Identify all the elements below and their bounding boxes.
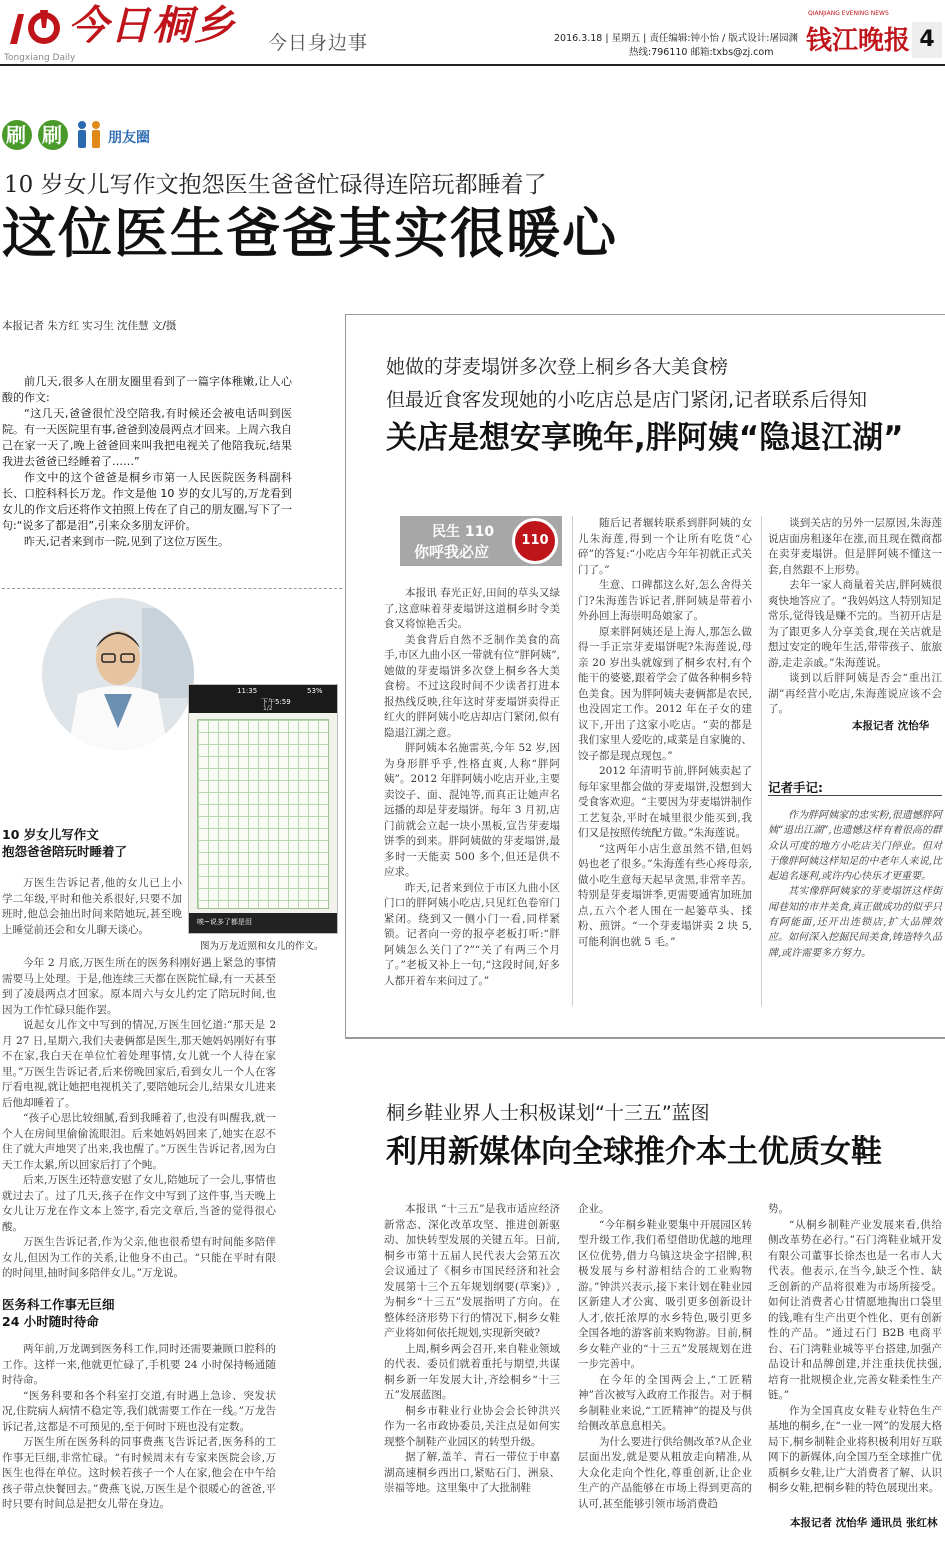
story3-para: 作为全国真皮女鞋专业特色生产基地的桐乡,在“一业一网”的发展大格局下,桐乡制鞋企业将积极利用好互联网下的新媒体,向全国乃至全球推广优质桐乡女鞋,让广大消费者了解、认识桐乡女鞋,把桐乡鞋的特色展现出来。	[768, 1404, 942, 1494]
story3-para: “今年桐乡鞋业要集中开展园区转型升级工作,我们希望借助优越的地理区位优势,借力乌镇这块金字招牌,积极发展与乡村游相结合的工业购物游。”钟洪兴表示,接下来计划在鞋业园区新建人才公寓、吸引更多创新设计人才,依托浓厚的水乡特色,吸引更多全国各地的游客前来购物游。目前,桐乡女鞋产业的“十三五”发展规划在进一步完善中。	[578, 1218, 752, 1370]
story1-para: 万医生告诉记者,作为父亲,他也很希望有时间能多陪伴女儿,但因为工作的关系,让他身不由己。“只能在平时有限的时间里,抽时间多陪伴女儿。”万龙说。	[2, 1236, 276, 1279]
note-para: 其实像胖阿姨家的芽麦塌饼这样街闻巷知的市井美食,真正做成功的似乎只有阿能面,还开出连锁店,扩大品牌效应。如何深入挖掘民间美食,铸造特久品牌,或许需要多方努力。	[768, 886, 942, 959]
story1-body-narrow	[2, 876, 182, 938]
masthead-contact-line: 热线:796110 邮箱:txbs@zj.com	[629, 47, 774, 58]
masthead-section: 今日身边事	[268, 32, 369, 54]
story3-para: 企业。	[578, 1203, 610, 1215]
column-rule	[572, 516, 573, 1006]
story1-para: 万医生所在医务科的同事费燕飞告诉记者,医务科的工作事无巨细,非常忙碌。“有时候周末有专家来医院会诊,万医生也得在单位。这时候若孩子一个人在家,他会在中午给孩子带点快餐回去。”费燕飞说,万医生是个很暖心的爸爸,平时只要有时间总是把女儿带在身边。	[2, 1436, 276, 1510]
masthead	[0, 0, 945, 66]
story3-para: 势。	[768, 1203, 789, 1215]
story1-body	[2, 956, 276, 1282]
story1-para: “孩子心思比较细腻,看到我睡着了,也没有叫醒我,就一个人在房间里偷偷流眼泪。后来她妈妈回来了,她实在忍不住了就大声地哭了出来,我也醒了。”万医生告诉记者,因为白天工作太累,所以回家后打了个盹。	[2, 1112, 276, 1171]
story2-para: 生意、口碑都这么好,怎么舍得关门?朱海莲告诉记者,胖阿姨是带着小外孙回上海崇明岛娘家了。	[578, 579, 752, 622]
story2-para: “这两年小店生意虽然不错,但妈妈也老了很多。”朱海莲有些心疼母亲,做小吃生意每天起早贪黑,非常辛苦。特别是芽麦塌饼季,更需要通宵加班加点,五六个老人围在一起篓草头、揉粉、煎饼。“一个芽麦塌饼卖 2 块 5,可能利润也就 5 毛。”	[578, 842, 752, 948]
story3-title: 利用新媒体向全球推介本土优质女鞋	[386, 1134, 882, 1170]
story1-para: 今年 2 月底,万医生所在的医务科刚好遇上紧急的事情需要马上处理。于是,他连续三天都在医院忙碌,有一天甚至到了凌晨两点才回家。原本周六与女儿约定了陪玩时间,也因为工作忙碌只能作罢。	[2, 957, 276, 1016]
story1-subheading-1	[2, 826, 182, 860]
reporter-note	[768, 808, 942, 961]
badge-char-1: 刷	[6, 123, 26, 147]
note-rule	[768, 795, 942, 796]
story1-title: 这位医生爸爸其实很暖心	[2, 202, 618, 265]
phone-battery: 53%	[307, 687, 323, 695]
story3-para: 桐乡市鞋业行业协会会长钟洪兴作为一名市政协委员,关注点是如何实现整个制鞋产业园区的转型升级。	[384, 1404, 560, 1448]
story1-body-2	[2, 1342, 276, 1513]
story2-col3	[768, 516, 942, 718]
column-rule	[761, 516, 762, 1006]
tag-line-2: 你呼我必应	[414, 543, 490, 561]
story1-para: 后来,万医生还特意安慰了女儿,陪她玩了一会儿,事情也就过去了。过了几天,孩子在作文中写到了这件事,当天晚上女儿让万龙在作文本上签字,看完文章后,当爸的觉得很心酸。	[2, 1174, 276, 1233]
story3-col2	[578, 1202, 752, 1512]
story2-para: 谈到以后胖阿姨是否会“重出江湖”再经营小吃店,朱海莲说应该不会了。	[768, 672, 942, 715]
tag-line-1: 民生 110	[432, 524, 495, 540]
doctor-photo	[42, 598, 194, 750]
story2-para: 昨天,记者来到位于市区九曲小区门口的胖阿姨小吃店,只见红色卷帘门紧闭。绕到又一侧小门一看,同样紧锁。记者向一旁的报亭老板打听:“胖阿姨怎么关门了?”“关了有两三个月了。”老板又补上一句,“这段时间,好多人都开着车来问过了。”	[384, 881, 560, 987]
masthead-logo-title: 今日桐乡	[68, 2, 236, 49]
story1-subheading-1-line: 10 岁女儿写作文	[2, 827, 99, 842]
phone-time: 11:35	[237, 687, 258, 695]
story2-para: 胖阿姨本名施雷英,今年 52 岁,因为身形胖乎乎,性格直爽,人称“胖阿姨”。2012 年胖阿姨小吃店开业,主要卖饺子、面、混饨等,而真正让她声名远播的却是芽麦塌饼。每年 3 月初,店门前就会立起一块小黑板,宣告芽麦塌饼季的到来。胖阿姨做的芽麦塌饼,最多时一天能卖 500 多个,但还是供不应求。	[384, 742, 560, 878]
story2-para: 2012 年清明节前,胖阿姨卖起了每年家里都会做的芽麦塌饼,没想到大受食客欢迎。“主要因为芽麦塌饼制作工艺复杂,平时在城里很少能买到,我们又是按照传统配方做。”朱海莲说。	[578, 765, 752, 839]
story2-para: 原来胖阿姨还是上海人,那怎么做得一手正宗芽麦塌饼呢?朱海莲说,母亲 20 岁出头就嫁到了桐乡农村,有个能干的婆婆,跟着学会了做各种桐乡特色美食。因为胖阿姨夫妻俩都是农民,也没固定工作。2012 年在子女的建议下,开出了这家小吃店。“卖的都是我们家里人爱吃的,咸菜是自家腌的、饺子都是现点现包。”	[578, 625, 752, 762]
story2-para: 美食背后自然不乏制作美食的高手,市区九曲小区一带就有位“胖阿姨”,她做的芽麦塌饼多次登上桐乡各大美食榜。不过这段时间不少读者打进本报热线反映,往年这时芽麦塌饼卖得正红火的胖阿姨小吃店却店门紧闭,似有隐退江湖之意。	[384, 633, 560, 739]
story3-para: 为什么要进行供给侧改革?从企业层面出发,就是要从粗放走向精准,从大众化走向个性化,尊重创新,让企业生产的产品能够在市场上得到更高的认可,甚至能够引领市场消费趋	[578, 1435, 752, 1510]
story1-subheading-2-line: 24 小时随时待命	[2, 1314, 99, 1329]
masthead-logo-icon	[4, 6, 66, 50]
story2-byline: 本报记者 沈怡华	[852, 720, 930, 732]
note-para: 作为胖阿姨家的忠实粉,很遗憾胖阿姨“退出江湖”,也遗憾这样有着很高的群众认可度的地方小吃店关门停业。但对于像胖阿姨这样知足的中老年人来说,比起追名逐利,或许内心快乐才更重要。	[768, 810, 942, 883]
masthead-paper-sub: QIANJIANG EVENING NEWS	[808, 10, 889, 17]
story2-col2	[578, 516, 752, 950]
photo-caption: 图为万龙近照和女儿的作文。	[200, 941, 324, 952]
story1-para: “医务科要和各个科室打交道,有时遇上急诊、突发状况,住院病人病情不稳定等,我们就需要工作在一线。”万龙告诉记者,这都是不可预见的,至于何时下班也没有定数。	[2, 1389, 276, 1433]
column-badge	[2, 120, 162, 154]
phone-line2: 1/2	[263, 705, 273, 712]
story1-para: 说起女儿作文中写到的情况,万医生回忆道:“那天是 2 月 27 日,星期六,我们夫妻俩都是医生,那天她妈妈刚好有事不在家,我白天在单位忙着处理事情,女儿就一个人待在家里。”万医生告诉记者,后来傍晚回家后,看到女儿一个人在客厅看电视,就让她把电视机关了,要陪她玩会儿,结果女儿进来后他却睡着了。	[2, 1019, 276, 1109]
story3-para: 本报讯 “十三五”是我市适应经济新常态、深化改革攻坚、推进创新驱动、加快转型发展的关键五年。日前,桐乡市第十五届人民代表大会第五次会议通过了《桐乡市国民经济和社会发展第十三个五年规划纲要(草案)》,为桐乡“十三五”发展指明了方向。在整体经济形势下行的情况下,桐乡女鞋产业将如何依托规划,实现新突破?	[384, 1203, 560, 1339]
masthead-date-line: 2016.3.18 | 星期五 | 责任编辑:钟小怡 / 版式设计:屠园渊	[554, 33, 798, 44]
story2-col1	[384, 586, 560, 989]
story2-para: 随后记者辗转联系到胖阿姨的女儿朱海莲,得到一个让所有吃货“心碎”的答复:“小吃店今年年初就正式关门了。”	[578, 517, 752, 576]
story2-subtitle-2: 但最近食客发现她的小吃店总是店门紧闭,记者联系后得知	[386, 389, 868, 411]
story1-para: 两年前,万龙调到医务科工作,同时还需要兼顾口腔科的工作。这样一来,他就更忙碌了,手机要 24 小时保持畅通随时待命。	[2, 1343, 276, 1386]
story1-lead-para: “这几天,爸爸很忙没空陪我,有时候还会被电话叫到医院。有一天医院里有事,爸爸到凌晨两点才回来。上周六我自己在家一天了,晚上爸爸回来叫我把电视关了他陪我玩,结果我进去爸爸已经睡着了……”	[2, 407, 292, 468]
story1-para: 万医生告诉记者,他的女儿已上小学二年级,平时和他关系很好,只要不加班时,他总会抽出时间来陪她玩,甚至晚上睡觉前还会和女儿聊天谈心。	[2, 877, 182, 936]
badge-char-2: 刷	[42, 123, 62, 147]
story3-para: 上周,桐乡两会召开,来自鞋业领域的代表、委员们就着重托与期望,共谋桐乡新一年发展大计,齐绘桐乡“十三五”发展蓝图。	[384, 1342, 560, 1401]
story3-para: “从桐乡制鞋产业发展来看,供给侧改革势在必行。”石门湾鞋业城开发有限公司董事长徐杰也是一名市人大代表。他表示,在当今,缺乏个性、缺乏创新的产品将很难为市场所接受。如何让消费者心甘情愿地掏出口袋里的钱,唯有生产出更个性化、更有创新性的产品。“通过石门 B2B 电商平台、石门湾鞋业城等平台搭建,加强产品设计和品牌创建,并注重扶优扶强,培育一批规模企业,完善女鞋柔性生产链。”	[768, 1218, 942, 1401]
story2-para: 去年一家人商量着关店,胖阿姨很爽快地答应了。“我妈妈这人特别知足常乐,觉得钱是赚不完的。当初开店是为了跟更多人分享美食,现在关店就是想过安定的晚年生活,带带孩子、旅旅游,走走亲戚。”朱海莲说。	[768, 579, 942, 669]
story1-byline: 本报记者 朱方红 实习生 沈佳慧 文/摄	[2, 320, 177, 332]
masthead-rule	[0, 64, 945, 66]
phone-screenshot	[188, 684, 338, 934]
note-title: 记者手记:	[768, 780, 823, 795]
story2-para: 谈到关店的另外一层原因,朱海莲说店面房租逐年在涨,而且现在微商都在卖芽麦塌饼。但是胖阿姨不懂这一套,自然跟不上形势。	[768, 517, 942, 576]
story1-subheading-1-line: 抱怨爸爸陪玩时睡着了	[2, 844, 128, 859]
masthead-logo-sub: Tongxiang Daily	[4, 53, 76, 63]
phone-line1: 下午5:59	[261, 698, 291, 706]
people-icon	[74, 120, 106, 156]
story3-subtitle: 桐乡鞋业界人士积极谋划“十三五”蓝图	[386, 1102, 710, 1124]
story1-subheading-2-line: 医务科工作事无巨细	[2, 1297, 115, 1312]
story3-para: 在今年的全国两会上,“工匠精神”首次被写入政府工作报告。对于桐乡制鞋业来说,“工匠精神”的提及与供给侧改革息息相关。	[578, 1373, 752, 1432]
story1-subheading-2	[2, 1296, 276, 1330]
hotline-110-icon	[512, 518, 558, 564]
story3-col1	[384, 1202, 560, 1497]
story1-subtitle: 10 岁女儿写作文抱怨医生爸爸忙碌得连陪玩都睡着了	[4, 172, 547, 198]
badge-label: 朋友圈	[108, 130, 150, 146]
story1-lead	[2, 374, 292, 550]
story3-para: 据了解,盖羊、青石一带位于申嘉湖高速桐乡西出口,紧贴石门、洲泉、崇福等地。这里集中了大批制鞋	[384, 1451, 560, 1494]
story1-lead-para: 昨天,记者来到市一院,见到了这位万医生。	[24, 535, 229, 548]
story3-byline: 本报记者 沈怡华 通讯员 张红林	[790, 1517, 938, 1529]
story2-para: 本报讯 春光正好,田间的草头又绿了,这意味着芽麦塌饼这道桐乡时令美食又将惊艳舌尖。	[384, 587, 560, 630]
essay-grid-paper	[197, 719, 329, 909]
dashed-divider	[2, 588, 342, 589]
story2-subtitle-1: 她做的芽麦塌饼多次登上桐乡各大美食榜	[386, 356, 729, 378]
story3-col3	[768, 1202, 942, 1497]
story1-lead-para: 作文中的这个爸爸是桐乡市第一人民医院医务科副科长、口腔科科长万龙。作文是他 10 岁的女儿写的,万龙看到女儿的作文后还将作文拍照上传在了自己的朋友圈,写下了一句:“说多了都是泪”,引来众多朋友评价。	[2, 471, 292, 532]
phone-caption: 唉~说多了都是泪	[197, 918, 252, 926]
story2-title: 关店是想安享晚年,胖阿姨“隐退江湖”	[386, 420, 904, 456]
minsheng-tag	[400, 516, 562, 566]
story3-divider	[345, 1038, 945, 1039]
story1-lead-para: 前几天,很多人在朋友圈里看到了一篇字体稚嫩,让人心酸的作文:	[2, 375, 292, 404]
hotline-110-label: 110	[521, 533, 549, 548]
masthead-paper-name: 钱江晚报	[806, 26, 911, 56]
page-number: 4	[912, 22, 942, 58]
